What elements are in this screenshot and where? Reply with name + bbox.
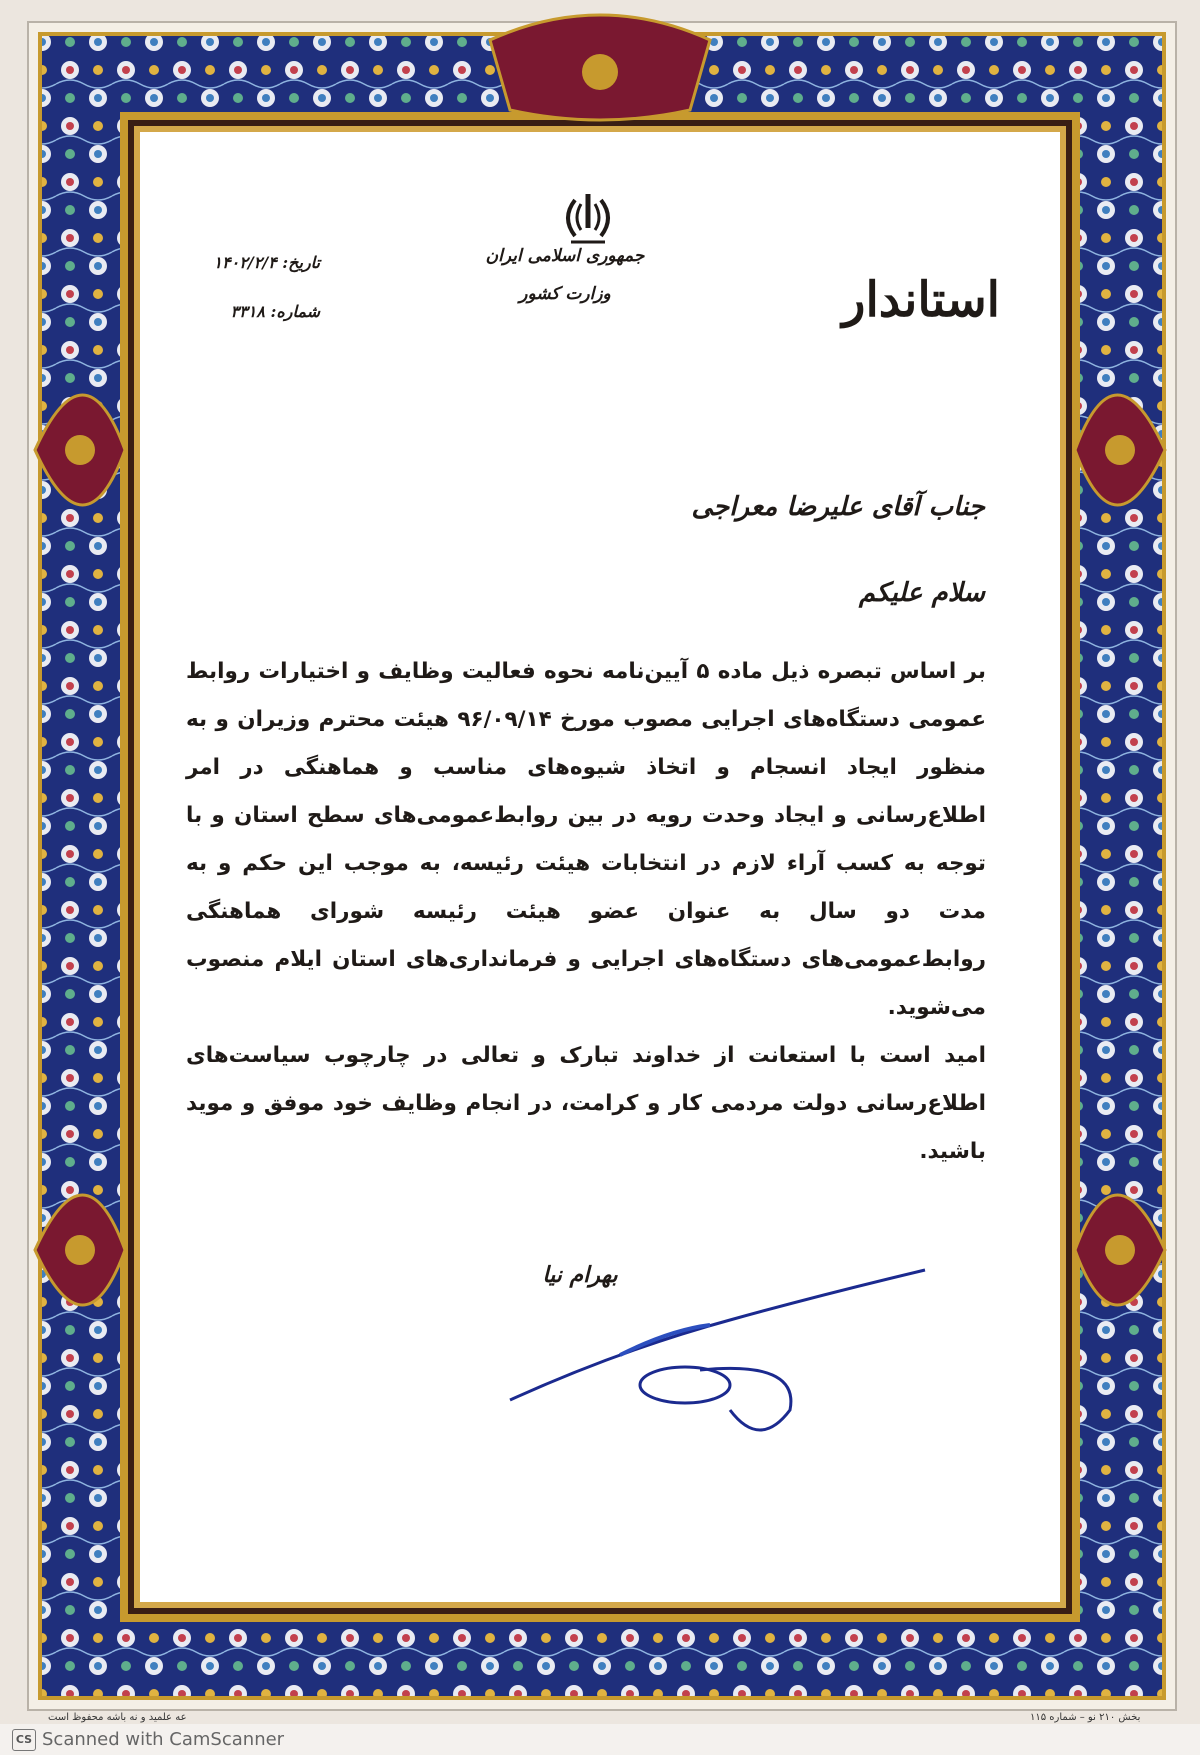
- body-paragraph: امید است با استعانت از خداوند تبارک و تعالی در چارچوب سیاست‌های اطلاع‌رسانی دولت مردمی کار و کرامت، در انجام وظایف خود موفق و موید باشید.: [186, 1043, 986, 1164]
- date-value: ۱۴۰۲/۲/۴: [213, 253, 277, 272]
- page-title: استاندار: [842, 272, 1000, 328]
- republic-name: جمهوری اسلامی ایران: [485, 246, 645, 266]
- footer-left-note: عه علمید و نه باشه محفوظ است: [48, 1712, 187, 1723]
- scanner-bar: [0, 1724, 1200, 1755]
- signature-mark: [500, 1260, 940, 1440]
- greeting-line: سلام علیکم: [858, 578, 985, 608]
- letter-body: [186, 648, 986, 1176]
- top-medallion: [490, 15, 710, 120]
- body-paragraph: بر اساس تبصره ذیل ماده ۵ آیین‌نامه نحوه فعالیت وظایف و اختیارات روابط عمومی دستگاه‌های اجرایی مصوب مورخ ۹۶/۰۹/۱۴ هیئت محترم وزیران و به منظور ایجاد انسجام و اتخاذ شیوه‌های مناسب و هماهنگی در امر اطلاع‌رسانی و ایجاد وحدت رویه در بین روابط‌عمومی‌های سطح استان و با توجه به کسب آراء لازم در انتخابات هیئت رئیسه، به موجب این حکم و به مدت دو سال به عنوان عضو هیئت رئیسه شورای هماهنگی روابط‌عمومی‌های دستگاه‌های اجرایی و فرمانداری‌های استان ایلام منصوب می‌شوید.: [186, 659, 987, 1020]
- recipient-line: جناب آقای علیرضا معراجی: [691, 492, 985, 522]
- number-label: شماره:: [270, 302, 320, 321]
- date-label: تاریخ:: [282, 253, 320, 272]
- number-row: [190, 302, 320, 321]
- iran-emblem-icon: [553, 188, 623, 250]
- footer-right-note: بخش ۲۱۰ نو – شماره ۱۱۵: [1030, 1712, 1141, 1723]
- signer-name: بهرام نیا: [542, 1262, 618, 1288]
- number-value: ۳۳۱۸: [230, 302, 265, 321]
- camscanner-logo-icon: CS: [12, 1729, 36, 1751]
- scanner-caption: Scanned with CamScanner: [42, 1729, 285, 1750]
- date-row: [190, 253, 320, 272]
- ministry-name: وزارت کشور: [519, 284, 611, 304]
